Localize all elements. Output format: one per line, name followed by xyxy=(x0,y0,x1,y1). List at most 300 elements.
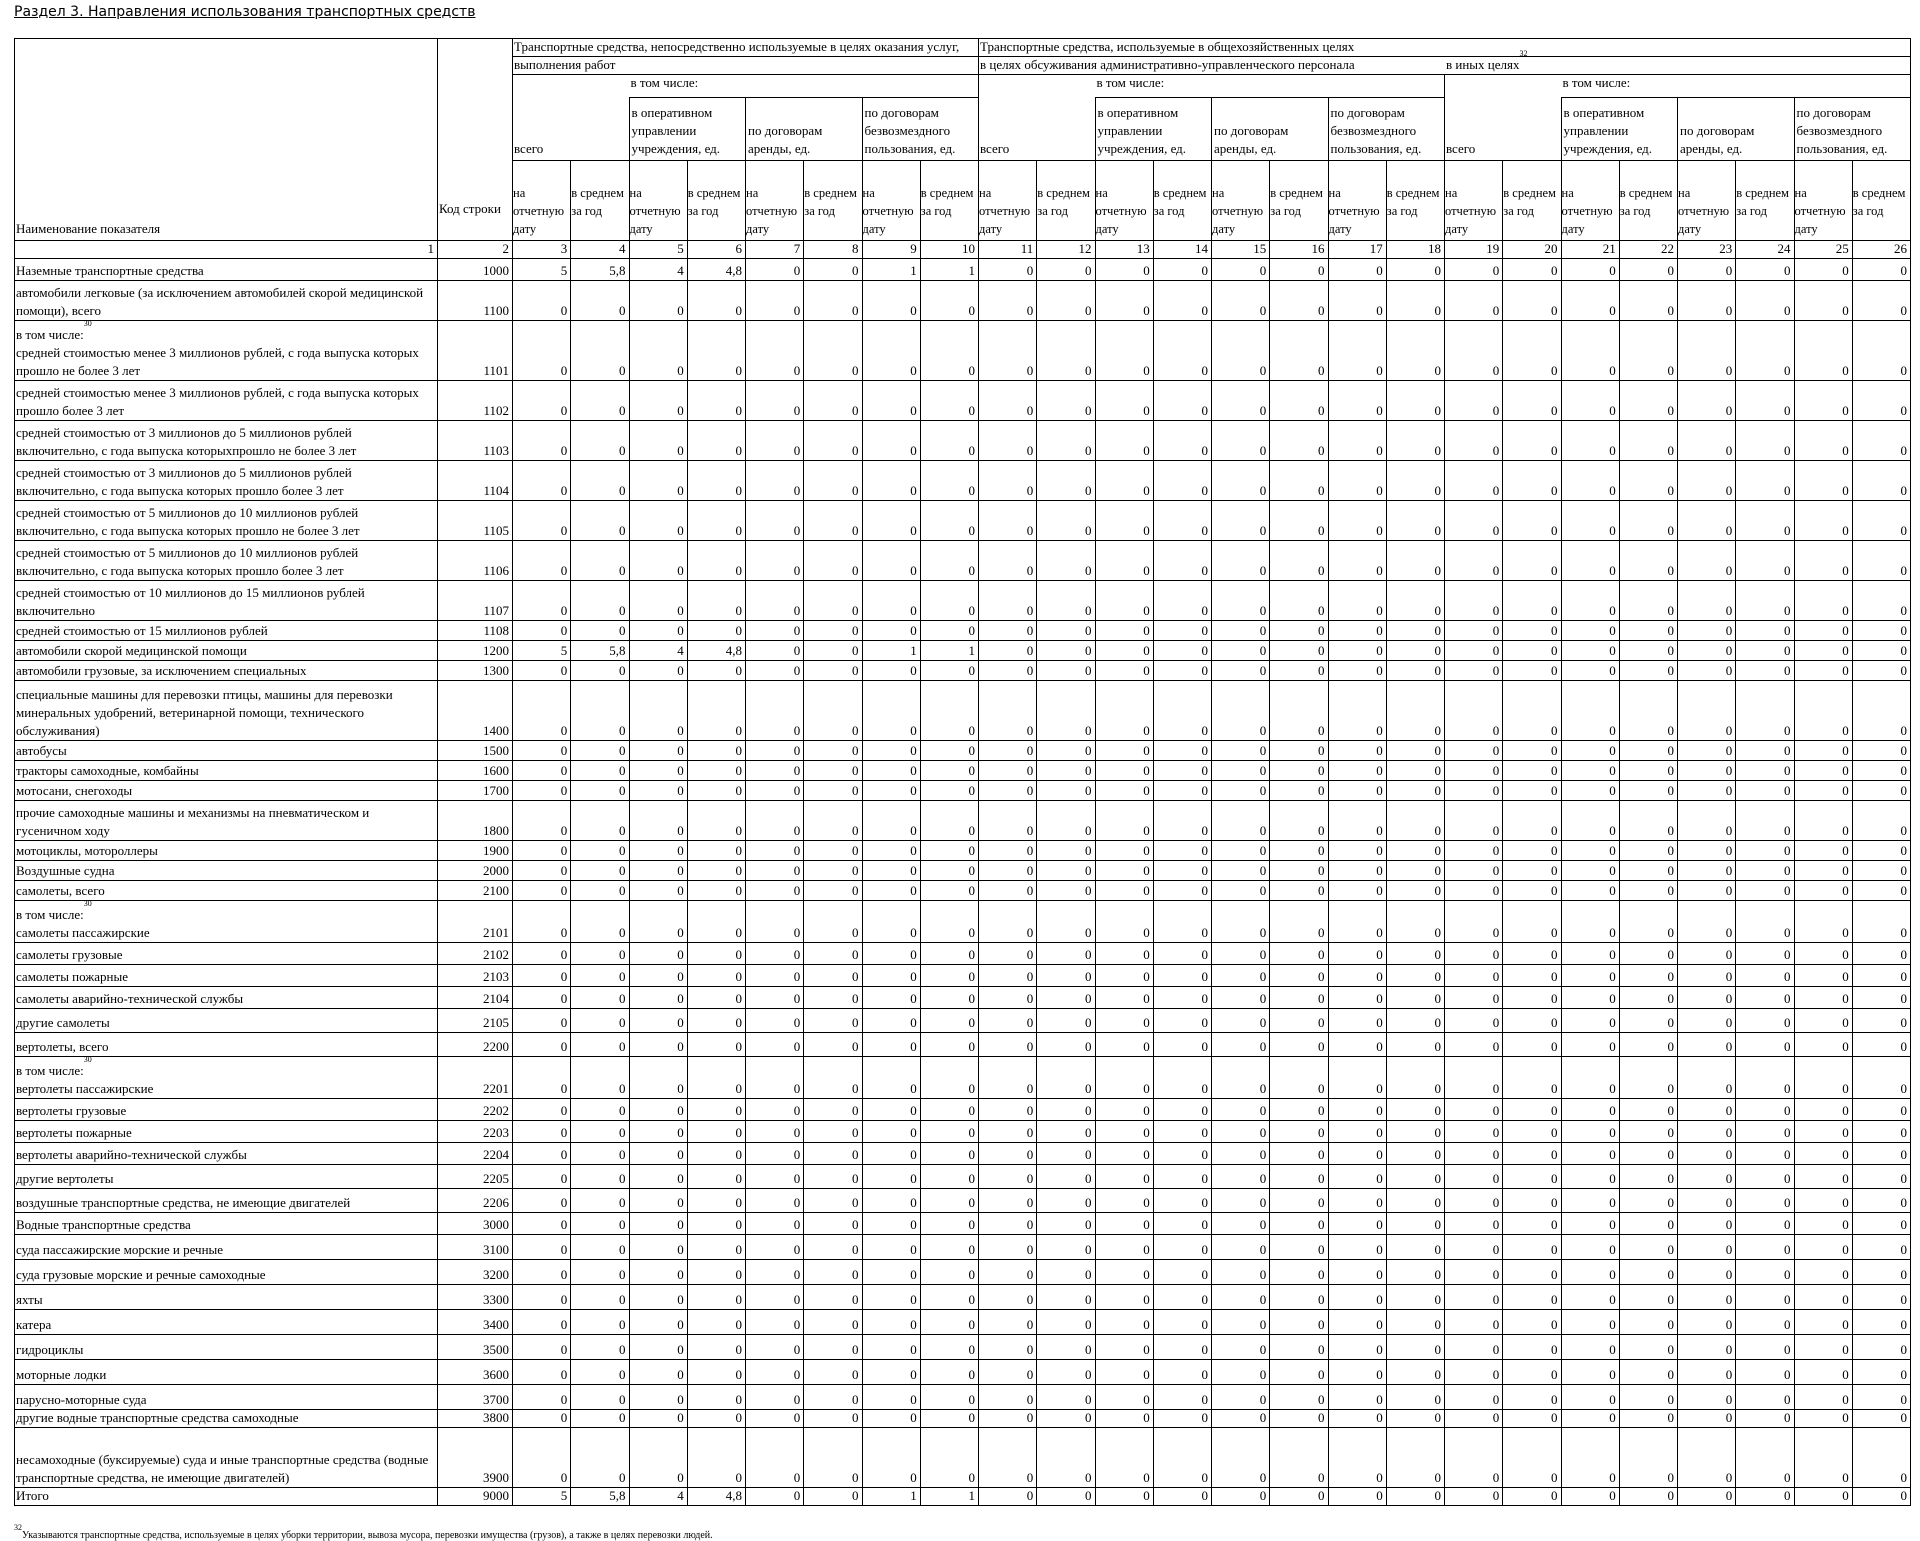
row-value: 0 xyxy=(1900,623,1907,638)
row-code: 2105 xyxy=(483,1015,509,1030)
row-value: 0 xyxy=(1609,523,1616,538)
row-value: 0 xyxy=(910,1342,917,1357)
row-value: 0 xyxy=(1085,483,1092,498)
row-value: 0 xyxy=(1551,843,1558,858)
row-value: 0 xyxy=(1376,1410,1383,1425)
row-value: 0 xyxy=(1551,403,1558,418)
row-value: 0 xyxy=(910,947,917,962)
row-value: 0 xyxy=(852,523,859,538)
col-number-15: 15 xyxy=(1253,241,1267,256)
row-code: 3000 xyxy=(483,1217,509,1232)
row-value: 0 xyxy=(1318,1410,1325,1425)
table-row xyxy=(14,1359,1910,1384)
row-value: 0 xyxy=(1492,1470,1500,1485)
row-value: 0 xyxy=(1551,563,1558,578)
row-value: 0 xyxy=(1784,1217,1791,1232)
row-value: 0 xyxy=(968,783,975,798)
row-value: 0 xyxy=(1318,1081,1325,1096)
row-value: 0 xyxy=(1492,363,1500,378)
row-value: 0 xyxy=(1026,1292,1034,1307)
row-value: 5 xyxy=(560,263,568,278)
row-value: 0 xyxy=(1725,263,1733,278)
row-value: 0 xyxy=(1434,443,1441,458)
row-value: 0 xyxy=(560,1171,568,1186)
row-value: 0 xyxy=(1026,969,1034,984)
row-value: 0 xyxy=(1376,523,1383,538)
row-value: 0 xyxy=(1376,763,1383,778)
row-value: 0 xyxy=(1842,823,1849,838)
row-value: 0 xyxy=(793,991,801,1006)
row-value: 0 xyxy=(735,443,742,458)
row-value: 0 xyxy=(910,1125,917,1140)
row-value: 0 xyxy=(560,483,568,498)
row-value: 0 xyxy=(1201,1410,1208,1425)
row-value: 0 xyxy=(1609,1171,1616,1186)
row-value: 0 xyxy=(1434,1081,1441,1096)
table-row xyxy=(14,1487,1910,1505)
header-total-3: всего xyxy=(1446,141,1476,156)
row-value: 0 xyxy=(1085,991,1092,1006)
row-value: 0 xyxy=(793,1470,801,1485)
row-value: 0 xyxy=(968,1292,975,1307)
row-value: 0 xyxy=(1725,1317,1733,1332)
row-value: 0 xyxy=(1434,643,1441,658)
row-value: 0 xyxy=(1201,263,1208,278)
row-value: 0 xyxy=(1201,563,1208,578)
row-value: 0 xyxy=(1667,263,1674,278)
row-value: 0 xyxy=(1492,1267,1500,1282)
table-row xyxy=(14,540,1910,580)
row-value: 0 xyxy=(1026,523,1034,538)
row-value: 0 xyxy=(677,403,684,418)
row-value: 0 xyxy=(1434,623,1441,638)
row-value: 0 xyxy=(852,1081,859,1096)
row-value: 0 xyxy=(1667,991,1674,1006)
row-value: 0 xyxy=(1667,823,1674,838)
row-label-text: специальные машины для перевозки птицы, машины для перевозки минеральных удобрений, ветеринарной помощи, технического обслуживания) xyxy=(16,687,393,738)
row-value: 0 xyxy=(560,863,568,878)
row-value: 0 xyxy=(910,1147,917,1162)
footnote-marker: 32 xyxy=(14,1523,22,1532)
row-value: 0 xyxy=(852,1015,859,1030)
row-value: 0 xyxy=(1725,1217,1733,1232)
row-value: 0 xyxy=(1667,723,1674,738)
row-value: 0 xyxy=(793,783,801,798)
row-value: 0 xyxy=(968,843,975,858)
row-value: 0 xyxy=(1842,1392,1849,1407)
row-value: 0 xyxy=(1026,763,1034,778)
row-value: 0 xyxy=(1609,1392,1616,1407)
table-row xyxy=(14,500,1910,540)
row-value: 0 xyxy=(1434,1410,1441,1425)
row-value: 0 xyxy=(1725,663,1733,678)
row-value: 0 xyxy=(1551,743,1558,758)
row-value: 0 xyxy=(910,723,917,738)
row-value: 0 xyxy=(793,363,801,378)
row-value: 0 xyxy=(1784,1147,1791,1162)
row-value: 0 xyxy=(1085,1147,1092,1162)
row-value: 0 xyxy=(852,1488,859,1503)
row-value: 0 xyxy=(1259,643,1267,658)
row-value: 0 xyxy=(1143,843,1150,858)
row-value: 0 xyxy=(560,947,568,962)
row-value: 0 xyxy=(793,1292,801,1307)
row-pre-note: 30 xyxy=(83,1055,92,1064)
row-value: 0 xyxy=(1201,1367,1208,1382)
row-pre-label: в том числе: xyxy=(16,1063,84,1078)
row-value: 0 xyxy=(677,1195,684,1210)
row-value: 0 xyxy=(1143,1103,1150,1118)
row-value: 0 xyxy=(560,1410,568,1425)
row-value: 0 xyxy=(1492,925,1500,940)
row-value: 0 xyxy=(1318,1171,1325,1186)
row-value: 0 xyxy=(852,1367,859,1382)
row-value: 0 xyxy=(1900,363,1907,378)
row-value: 0 xyxy=(1784,991,1791,1006)
row-value: 0 xyxy=(968,623,975,638)
row-code: 3500 xyxy=(483,1342,509,1357)
row-value: 0 xyxy=(1259,1125,1267,1140)
row-value: 0 xyxy=(793,443,801,458)
row-label xyxy=(16,1451,433,1487)
row-value: 0 xyxy=(1376,663,1383,678)
row-code: 3800 xyxy=(483,1410,509,1425)
row-value: 0 xyxy=(910,1367,917,1382)
row-value: 0 xyxy=(852,969,859,984)
row-value: 0 xyxy=(1551,1392,1558,1407)
row-value: 0 xyxy=(793,925,801,940)
row-value: 0 xyxy=(1725,883,1733,898)
row-label xyxy=(16,319,433,380)
row-value: 0 xyxy=(1609,263,1616,278)
row-value: 0 xyxy=(793,1267,801,1282)
row-value: 0 xyxy=(1259,1488,1267,1503)
row-value: 0 xyxy=(1551,969,1558,984)
row-value: 0 xyxy=(677,563,684,578)
row-value: 0 xyxy=(1143,1410,1150,1425)
row-value: 0 xyxy=(1026,563,1034,578)
row-value: 0 xyxy=(1259,1367,1267,1382)
row-code: 3700 xyxy=(483,1392,509,1407)
row-value: 0 xyxy=(677,1292,684,1307)
row-value: 0 xyxy=(1026,883,1034,898)
row-value: 0 xyxy=(1609,1015,1616,1030)
row-value: 0 xyxy=(1492,1147,1500,1162)
row-label xyxy=(16,1266,433,1284)
row-value: 0 xyxy=(560,1125,568,1140)
row-value: 0 xyxy=(968,991,975,1006)
row-value: 0 xyxy=(1085,1242,1092,1257)
footnote xyxy=(14,1523,713,1541)
row-value: 0 xyxy=(560,823,568,838)
row-value: 0 xyxy=(1551,1171,1558,1186)
row-value: 0 xyxy=(1492,1171,1500,1186)
row-value: 0 xyxy=(1318,643,1325,658)
row-value: 0 xyxy=(735,823,742,838)
row-value: 0 xyxy=(968,1039,975,1054)
row-value: 0 xyxy=(1318,303,1325,318)
row-value: 0 xyxy=(1900,1342,1907,1357)
row-value: 0 xyxy=(1492,303,1500,318)
row-value: 0 xyxy=(1085,1488,1092,1503)
row-value: 0 xyxy=(793,623,801,638)
row-value: 0 xyxy=(1842,1317,1849,1332)
row-value: 0 xyxy=(1492,1125,1500,1140)
row-value: 0 xyxy=(1725,1292,1733,1307)
row-value: 0 xyxy=(1085,523,1092,538)
row-value: 0 xyxy=(1667,303,1674,318)
row-value: 4 xyxy=(677,263,684,278)
row-value: 0 xyxy=(793,1103,801,1118)
row-value: 0 xyxy=(1201,947,1208,962)
row-value: 0 xyxy=(735,991,742,1006)
row-value: 0 xyxy=(735,843,742,858)
row-value: 0 xyxy=(677,483,684,498)
row-value: 0 xyxy=(1842,969,1849,984)
row-value: 0 xyxy=(1609,1317,1616,1332)
row-value: 0 xyxy=(1201,1488,1208,1503)
row-value: 0 xyxy=(1085,763,1092,778)
row-value: 0 xyxy=(735,1015,742,1030)
row-value: 0 xyxy=(560,523,568,538)
row-value: 0 xyxy=(1492,263,1500,278)
row-value: 0 xyxy=(1551,1317,1558,1332)
row-value: 0 xyxy=(968,1217,975,1232)
row-value: 0 xyxy=(1784,925,1791,940)
row-value: 0 xyxy=(619,1081,626,1096)
row-value: 0 xyxy=(1318,823,1325,838)
header-code-col: Код строки xyxy=(439,201,501,216)
row-value: 0 xyxy=(1143,1267,1150,1282)
row-value: 0 xyxy=(735,863,742,878)
row-label-text: гидроциклы xyxy=(16,1342,84,1357)
row-label xyxy=(16,1102,433,1120)
row-value: 0 xyxy=(1667,1410,1674,1425)
row-value: 0 xyxy=(1667,883,1674,898)
row-value: 0 xyxy=(1434,1292,1441,1307)
row-value: 0 xyxy=(1492,1342,1500,1357)
row-value: 0 xyxy=(1201,483,1208,498)
row-value: 0 xyxy=(1085,1292,1092,1307)
row-label-text: моторные лодки xyxy=(16,1367,107,1382)
row-value: 0 xyxy=(735,563,742,578)
row-value: 0 xyxy=(1376,925,1383,940)
row-value: 0 xyxy=(1376,1392,1383,1407)
row-value: 0 xyxy=(1026,1103,1034,1118)
row-value: 0 xyxy=(1026,1195,1034,1210)
row-value: 0 xyxy=(1784,1317,1791,1332)
col-number-4: 4 xyxy=(619,241,626,256)
row-value: 0 xyxy=(1784,523,1791,538)
row-value: 0 xyxy=(1318,1242,1325,1257)
row-value: 0 xyxy=(1900,1367,1907,1382)
header-on-date-col-9: на отчетную дату xyxy=(862,186,914,236)
table-row xyxy=(14,800,1910,840)
row-value: 0 xyxy=(1725,743,1733,758)
row-value: 0 xyxy=(1085,783,1092,798)
col-number-18: 18 xyxy=(1428,241,1441,256)
row-label-text: другие самолеты xyxy=(16,1015,110,1030)
row-value: 0 xyxy=(910,1470,917,1485)
row-value: 0 xyxy=(1026,263,1034,278)
row-value: 0 xyxy=(619,1195,626,1210)
row-value: 0 xyxy=(1667,403,1674,418)
row-value: 0 xyxy=(1609,1410,1616,1425)
row-value: 0 xyxy=(1259,523,1267,538)
row-value: 0 xyxy=(852,883,859,898)
row-value: 0 xyxy=(1842,263,1849,278)
row-value: 0 xyxy=(1492,403,1500,418)
row-value: 0 xyxy=(1376,1195,1383,1210)
row-value: 0 xyxy=(735,303,742,318)
row-value: 0 xyxy=(1318,443,1325,458)
row-label-text: автомобили грузовые, за исключением специальных xyxy=(16,663,307,678)
row-value: 0 xyxy=(1551,1147,1558,1162)
table-row xyxy=(14,1284,1910,1309)
row-value: 0 xyxy=(1085,263,1092,278)
row-value: 0 xyxy=(793,947,801,962)
table-row xyxy=(14,740,1910,760)
row-value: 0 xyxy=(1667,443,1674,458)
row-pre-note: 30 xyxy=(83,319,92,328)
row-value: 0 xyxy=(1376,303,1383,318)
row-value: 0 xyxy=(1376,883,1383,898)
row-value: 0 xyxy=(1434,1470,1441,1485)
row-value: 0 xyxy=(619,1470,626,1485)
row-value: 0 xyxy=(619,403,626,418)
row-value: 0 xyxy=(735,763,742,778)
row-value: 0 xyxy=(735,783,742,798)
row-value: 0 xyxy=(1492,563,1500,578)
row-value: 0 xyxy=(1900,823,1907,838)
row-code: 2102 xyxy=(483,947,509,962)
row-value: 0 xyxy=(735,1081,742,1096)
row-value: 0 xyxy=(1376,563,1383,578)
row-label xyxy=(16,1170,433,1188)
row-value: 0 xyxy=(1085,723,1092,738)
row-label-text: самолеты пассажирские xyxy=(16,925,150,940)
row-value: 0 xyxy=(910,883,917,898)
row-value: 0 xyxy=(1201,883,1208,898)
row-value: 0 xyxy=(1784,303,1791,318)
row-label-text: вертолеты грузовые xyxy=(16,1103,127,1118)
row-value: 0 xyxy=(1609,743,1616,758)
row-value: 0 xyxy=(1376,1242,1383,1257)
row-label xyxy=(16,1146,433,1164)
row-value: 0 xyxy=(560,1217,568,1232)
row-label xyxy=(16,782,433,800)
row-label-text: мотосани, снегоходы xyxy=(16,783,133,798)
row-value: 0 xyxy=(1725,1147,1733,1162)
row-value: 0 xyxy=(968,1392,975,1407)
row-value: 0 xyxy=(1667,523,1674,538)
row-value: 5,8 xyxy=(609,643,626,658)
row-value: 0 xyxy=(910,783,917,798)
header-avg-year-col-4: в среднем за год xyxy=(571,186,624,218)
table-row xyxy=(14,460,1910,500)
row-value: 0 xyxy=(1143,403,1150,418)
row-value: 0 xyxy=(1259,947,1267,962)
table-row xyxy=(14,760,1910,780)
row-value: 0 xyxy=(1201,783,1208,798)
row-value: 0 xyxy=(1318,925,1325,940)
row-value: 0 xyxy=(1318,1039,1325,1054)
row-value: 0 xyxy=(1376,623,1383,638)
row-value: 0 xyxy=(1434,743,1441,758)
row-value: 0 xyxy=(1609,603,1616,618)
row-value: 0 xyxy=(1667,663,1674,678)
row-value: 0 xyxy=(1259,1242,1267,1257)
row-value: 0 xyxy=(1085,863,1092,878)
row-value: 0 xyxy=(1143,1171,1150,1186)
row-value: 0 xyxy=(677,663,684,678)
row-label xyxy=(16,842,433,860)
row-value: 0 xyxy=(852,763,859,778)
row-value: 0 xyxy=(1085,1470,1092,1485)
row-value: 0 xyxy=(1376,1217,1383,1232)
row-value: 0 xyxy=(1725,523,1733,538)
row-value: 0 xyxy=(852,1147,859,1162)
row-value: 0 xyxy=(793,763,801,778)
row-value: 0 xyxy=(852,1242,859,1257)
row-value: 0 xyxy=(793,1195,801,1210)
row-value: 0 xyxy=(1784,1267,1791,1282)
row-value: 0 xyxy=(852,1410,859,1425)
row-value: 0 xyxy=(1492,483,1500,498)
row-value: 0 xyxy=(1784,969,1791,984)
row-value: 0 xyxy=(1143,1317,1150,1332)
row-value: 0 xyxy=(793,563,801,578)
row-value: 0 xyxy=(910,1242,917,1257)
row-value: 4,8 xyxy=(725,263,742,278)
row-value: 0 xyxy=(1143,1081,1150,1096)
row-value: 0 xyxy=(1376,443,1383,458)
row-value: 0 xyxy=(677,783,684,798)
row-value: 0 xyxy=(852,1317,859,1332)
row-value: 0 xyxy=(1085,1039,1092,1054)
row-value: 0 xyxy=(677,303,684,318)
row-value: 0 xyxy=(1900,925,1907,940)
row-value: 0 xyxy=(1667,925,1674,940)
row-value: 0 xyxy=(1085,969,1092,984)
row-value: 0 xyxy=(1085,1267,1092,1282)
row-value: 0 xyxy=(1201,363,1208,378)
row-value: 0 xyxy=(1201,523,1208,538)
row-value: 0 xyxy=(735,1039,742,1054)
row-value: 0 xyxy=(1201,1147,1208,1162)
row-value: 0 xyxy=(852,603,859,618)
row-value: 0 xyxy=(1609,563,1616,578)
row-code: 3900 xyxy=(483,1470,509,1485)
row-value: 0 xyxy=(910,843,917,858)
row-label xyxy=(16,899,433,942)
row-value: 0 xyxy=(1842,1147,1849,1162)
row-value: 0 xyxy=(910,1171,917,1186)
row-label xyxy=(16,1194,433,1212)
row-value: 0 xyxy=(735,363,742,378)
table-row xyxy=(14,1309,1910,1334)
table-row xyxy=(14,660,1910,680)
row-value: 0 xyxy=(1318,523,1325,538)
row-value: 0 xyxy=(910,563,917,578)
row-value: 0 xyxy=(677,925,684,940)
row-label xyxy=(16,1241,433,1259)
row-value: 0 xyxy=(1434,1267,1441,1282)
row-value: 0 xyxy=(1259,1147,1267,1162)
row-value: 0 xyxy=(1784,603,1791,618)
header-admin-group: в целях обсуживания административно-управленческого персонала xyxy=(980,57,1355,72)
row-value: 0 xyxy=(1842,1342,1849,1357)
